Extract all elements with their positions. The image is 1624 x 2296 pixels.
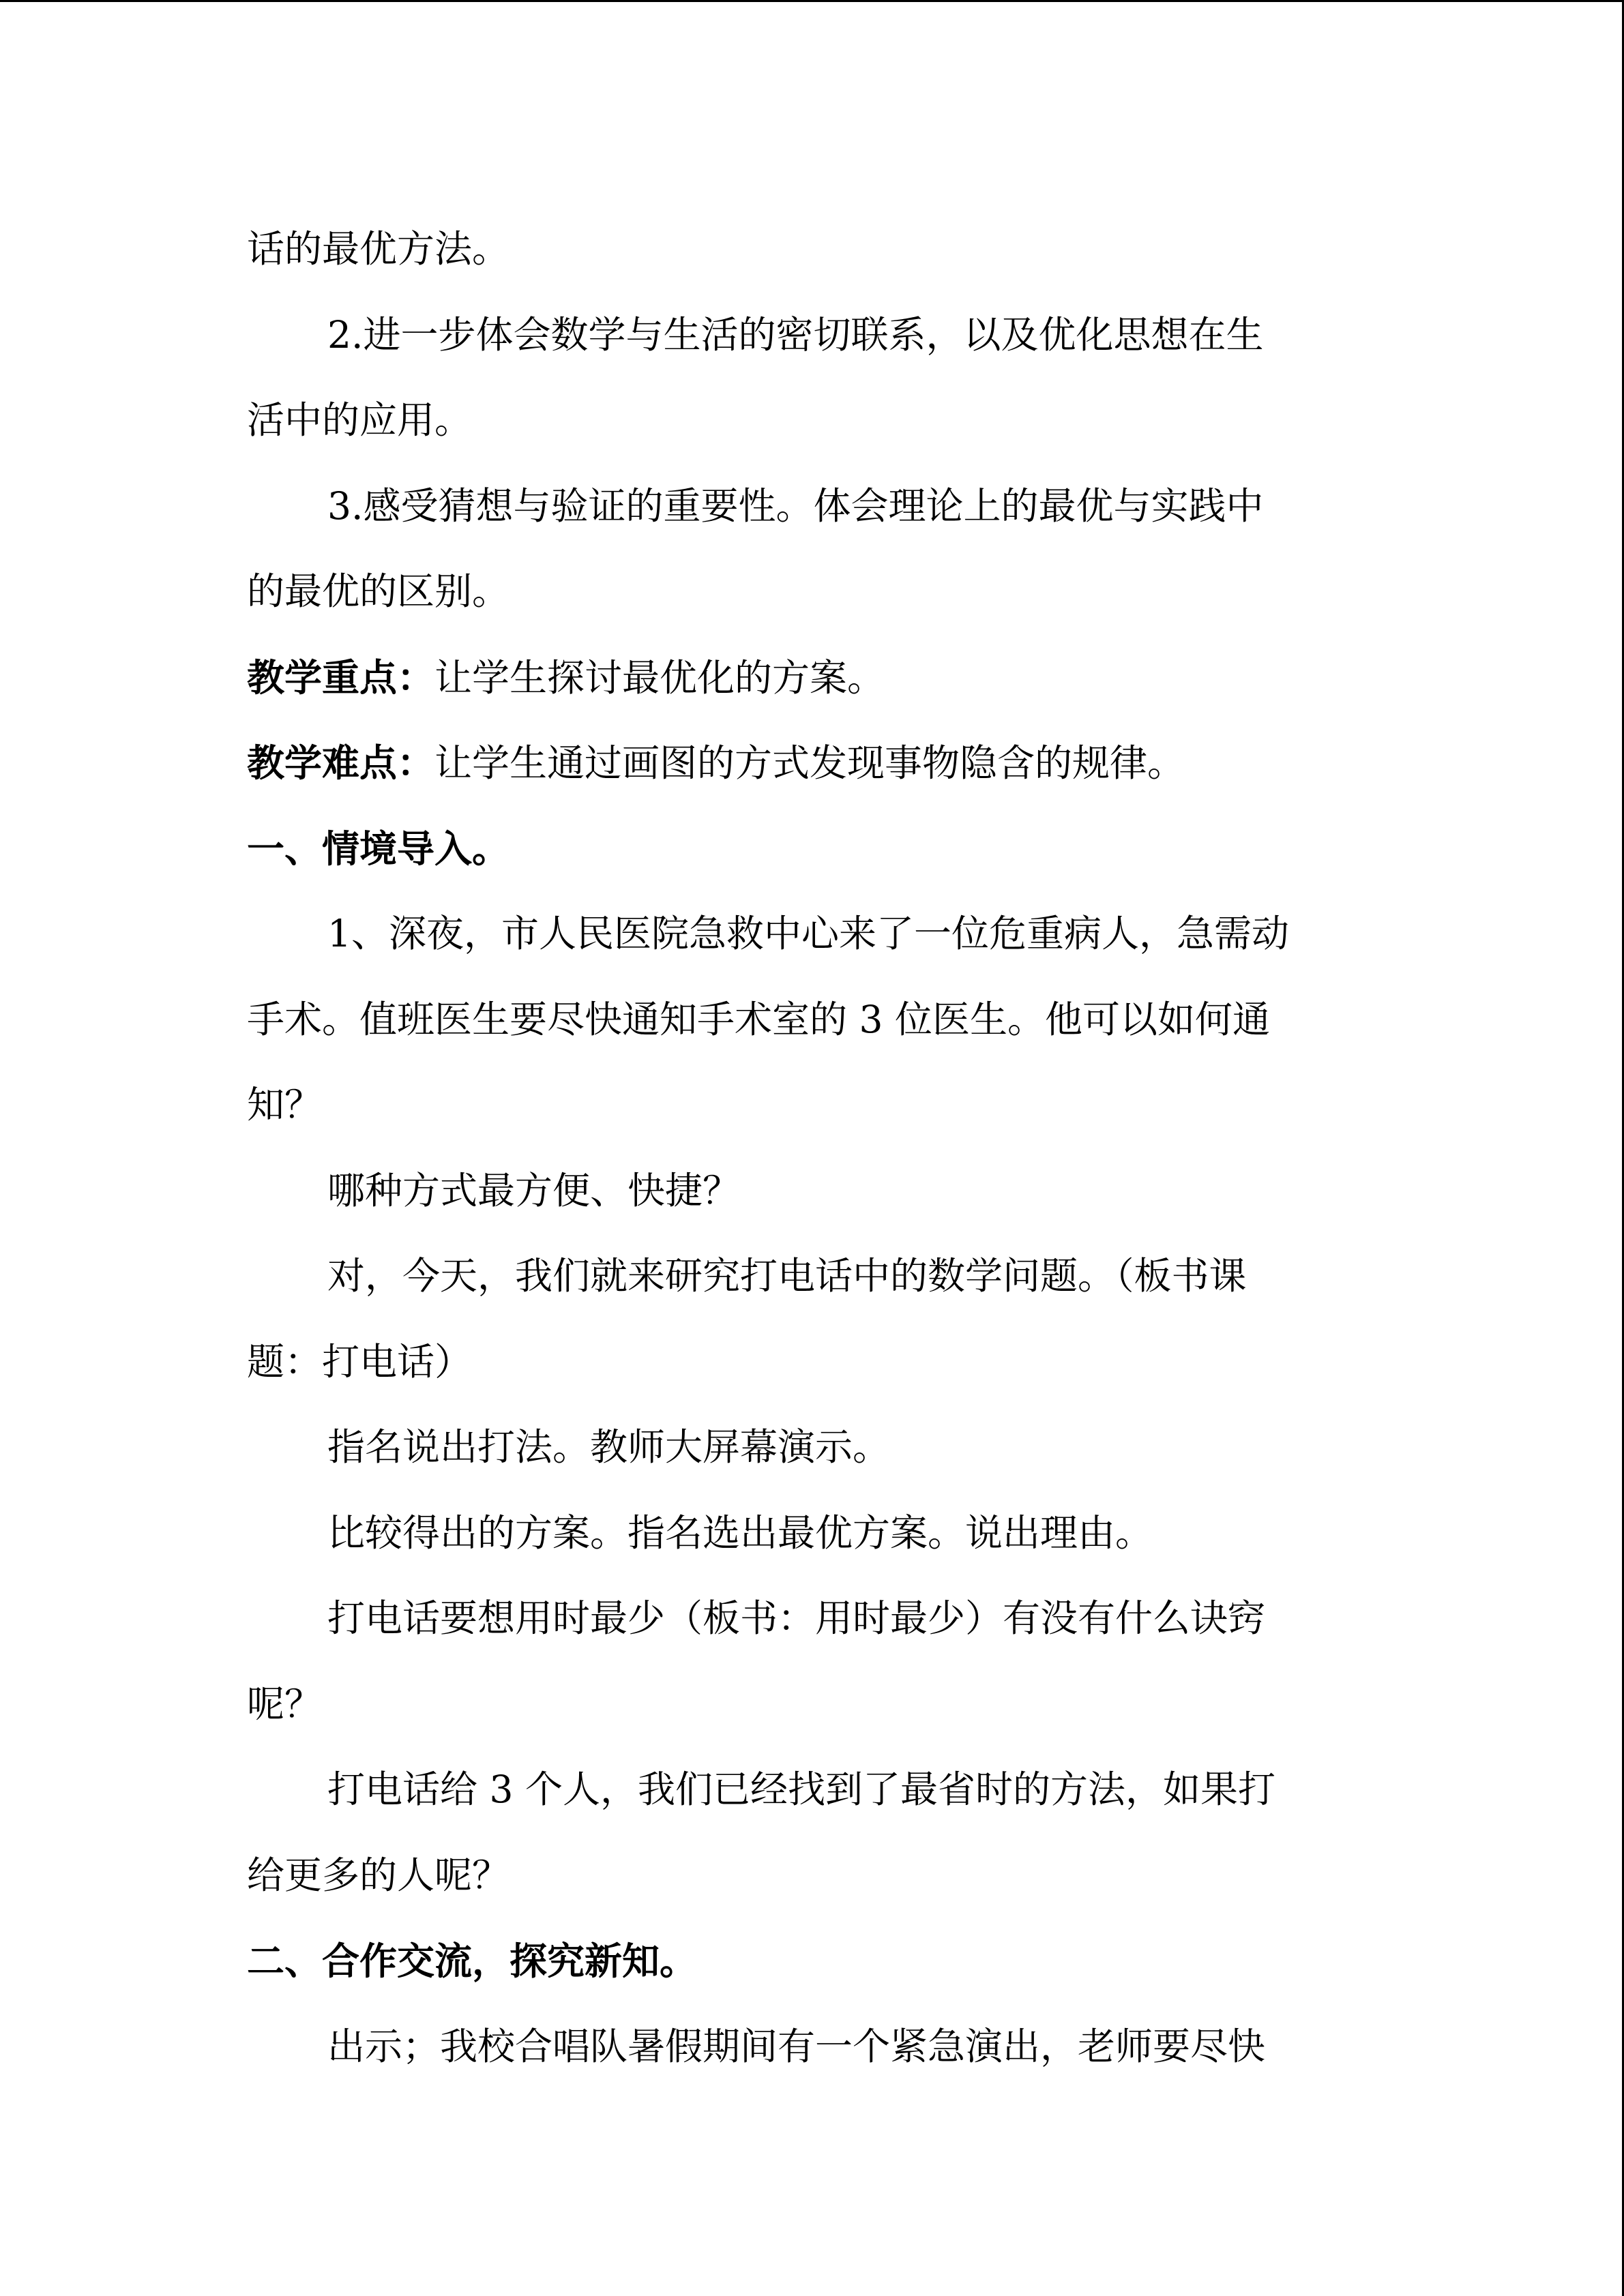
text-line: 给更多的人呢？: [247, 1853, 510, 1897]
teaching-difficulty-label: 教学难点：: [247, 741, 435, 785]
text-line: 指名说出打法。教师大屏幕演示。: [327, 1425, 891, 1469]
teaching-focus-label: 教学重点：: [247, 655, 435, 700]
teaching-focus-text: 让学生探讨最优化的方案。: [434, 655, 885, 700]
text-line: 2.进一步体会数学与生活的密切联系，以及优化思想在生: [327, 312, 1264, 357]
text-line: 知？: [247, 1083, 323, 1127]
document-body: [247, 207, 1379, 2089]
teaching-focus: [247, 635, 1379, 721]
text-line: 打电话给 3 个人，我们已经找到了最省时的方法，如果打: [327, 1768, 1275, 1811]
text-line: 手术。值班医生要尽快通知手术室的 3 位医生。他可以如何通: [247, 997, 1270, 1041]
text-line: 题：打电话）: [247, 1339, 473, 1384]
text-line: 哪种方式最方便、快捷？: [327, 1168, 741, 1212]
text-line: 呢？: [247, 1682, 323, 1726]
teaching-difficulty-text: 让学生通过画图的方式发现事物隐含的规律。: [434, 741, 1185, 785]
text-line: 话的最优方法。: [247, 227, 510, 271]
text-line: 活中的应用。: [247, 398, 473, 442]
text-line: 出示；我校合唱队暑假期间有一个紧急演出，老师要尽快: [327, 2024, 1266, 2068]
section-heading: 一、情境导入。: [247, 826, 510, 871]
section-heading: 二、合作交流，探究新知。: [247, 1939, 698, 1983]
text-line: 对，今天，我们就来研究打电话中的数学问题。（板书课: [327, 1254, 1247, 1298]
text-line: 3.感受猜想与验证的重要性。体会理论上的最优与实践中: [327, 483, 1264, 528]
teaching-difficulty: [247, 720, 1379, 806]
text-line: 比较得出的方案。指名选出最优方案。说出理由。: [327, 1510, 1153, 1555]
text-line: 的最优的区别。: [247, 569, 510, 613]
text-line: 打电话要想用时最少（板书：用时最少）有没有什么诀窍: [327, 1596, 1266, 1640]
text-line: 1、深夜，市人民医院急救中心来了一位危重病人，急需动: [327, 912, 1289, 955]
